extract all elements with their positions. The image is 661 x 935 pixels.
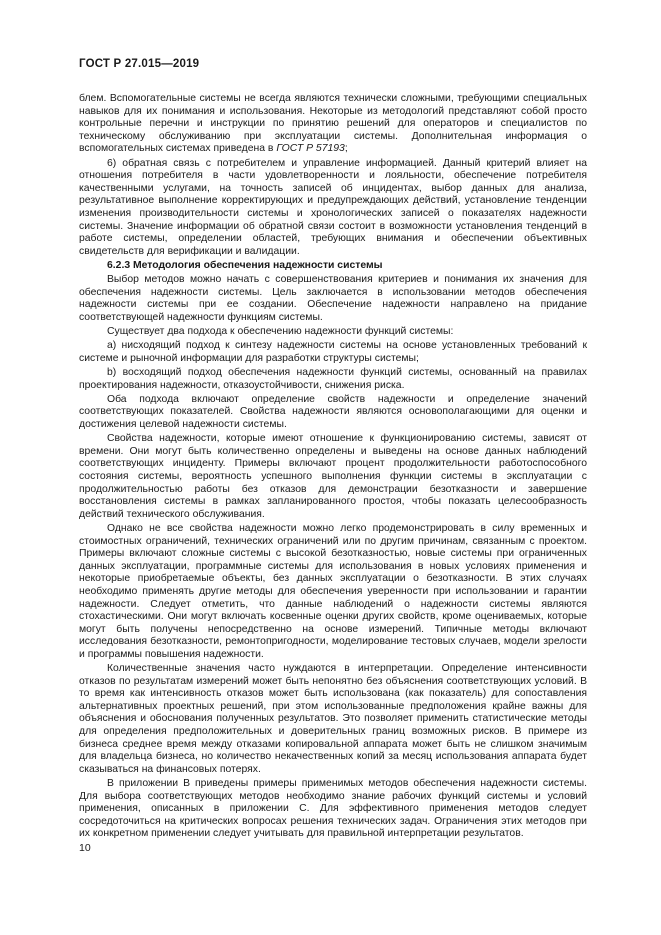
page-number: 10 bbox=[79, 842, 91, 854]
standard-reference: ГОСТ Р 57193 bbox=[276, 143, 345, 155]
paragraph: Количественные значения часто нуждаются в интерпретации. Определение интенсивности отказов по результатам измерений может быть непонятно без объяснения соответствующих условий. В то время как интенсивность отказов может быть использована (как показатель) для сопоставления альтернативных проектных решений, при этом использованные предположения крайне важны для объяснения и обоснования полученных результатов. Это позволяет применить статистические методы для определения предположительных и доверительных границ возможных рисков. В примере из бизнеса среднее время между отказами копировальной аппарата может быть не слишком значимым для владельца бизнеса, но количество некачественных копий за месяц использования аппарата будет сказываться на финансовых потерях. bbox=[79, 663, 587, 775]
paragraph: В приложении В приведены примеры применимых методов обеспечения надежности системы. Для выбора соответствующих методов необходимо знание рабочих функций системы и условий применения, описанных в приложении С. Для эффективного применения методов следует сосредоточиться на критических вопросах решения технических задач. Ограничения этих методов при их конкретном применении следует учитывать для правильной интерпретации результатов. bbox=[79, 778, 587, 840]
paragraph: блем. Вспомогательные системы не всегда являются технически сложными, требующими специальных навыков для их понимания и использования. Некоторые из методологий представляют собой просто контрольные перечни и инструкции по принятию решений для операторов и специалистов по техническому обслуживанию при эксплуатации системы. Дополнительная информация о вспомогательных системах приведена в ГОСТ Р 57193; bbox=[79, 93, 587, 155]
paragraph: Существует два подхода к обеспечению надежности функций системы: bbox=[107, 326, 454, 338]
list-item: a) нисходящий подход к синтезу надежности системы на основе установленных требований к системе и рыночной информации для разработки структуры системы; bbox=[79, 340, 587, 364]
list-item: b) восходящий подход обеспечения надежности функций системы, основанный на правилах проектирования надежности, отказоустойчивости, снижения риска. bbox=[79, 367, 587, 391]
document-header: ГОСТ Р 27.015—2019 bbox=[79, 58, 200, 70]
paragraph: Однако не все свойства надежности можно легко продемонстрировать в силу временных и стоимостных ограничений, технических ограничений или по другим причинам, связанным с проектом. Примеры включают сложные системы с высокой безотказностью, новые системы при ограниченных данных эксплуатации, программные системы для использования в новых условиях применения и некоторые приобретаемые объекты, без данных эксплуатации о безотказности. В этих случаях необходимо применять другие методы для обеспечения уверенности при использовании и гарантии надежности. Следует отметить, что данные наблюдений о надежности системы являются стохастическими. Они могут включать косвенные оценки других свойств, кроме оцениваемых, которые могут быть получены непосредственно на основе измерений. Типичные методы включают исследования безотказности, ремонтопригодности, моделирование тестовых случаев, модели зрелости и программы повышения надежности. bbox=[79, 522, 587, 660]
paragraph: 6) обратная связь с потребителем и управление информацией. Данный критерий влияет на отношения потребителя в части удовлетворенности и лояльности, обеспечение потребителя качественными услугами, на точность записей об инцидентах, выбор данных для анализа, результативное выполнение корректирующих и предупреждающих действий, установление тенденции изменения производительности системы и хронологических записей о показателях надежности системы. Значение информации об обратной связи состоит в возможности установления тенденций в работе системы, определении областей, требующих внимания и обеспечении объективных свидетельств для верификации и валидации. bbox=[79, 157, 587, 257]
paragraph: Выбор методов можно начать с совершенствования критериев и понимания их значения для обеспечения надежности системы. Цель заключается в использовании методов обеспечения надежности системы при ее создании. Обеспечение надежности направлено на придание соответствующей надежности функциям системы. bbox=[79, 274, 587, 323]
paragraph: Свойства надежности, которые имеют отношение к функционированию системы, зависят от времени. Они могут быть количественно определены и выведены на основе данных наблюдений соответствующих инциденту. Примеры включают процент продолжительности работоспособного состояния системы, вероятность успешного выполнения функции системы в эксплуатации с продолжительностью работы без отказов для демонстрации безотказности и завершение восстановления системы в рамках запланированного простоя, чтобы показать целесообразность действий технического обслуживания. bbox=[79, 433, 587, 520]
document-body bbox=[79, 93, 587, 841]
section-heading: 6.2.3 Методология обеспечения надежности системы bbox=[107, 259, 383, 271]
paragraph: Оба подхода включают определение свойств надежности и определение значений соответствующих показателей. Свойства надежности являются основополагающими для оценки и достижения целевой надежности системы. bbox=[79, 393, 587, 430]
